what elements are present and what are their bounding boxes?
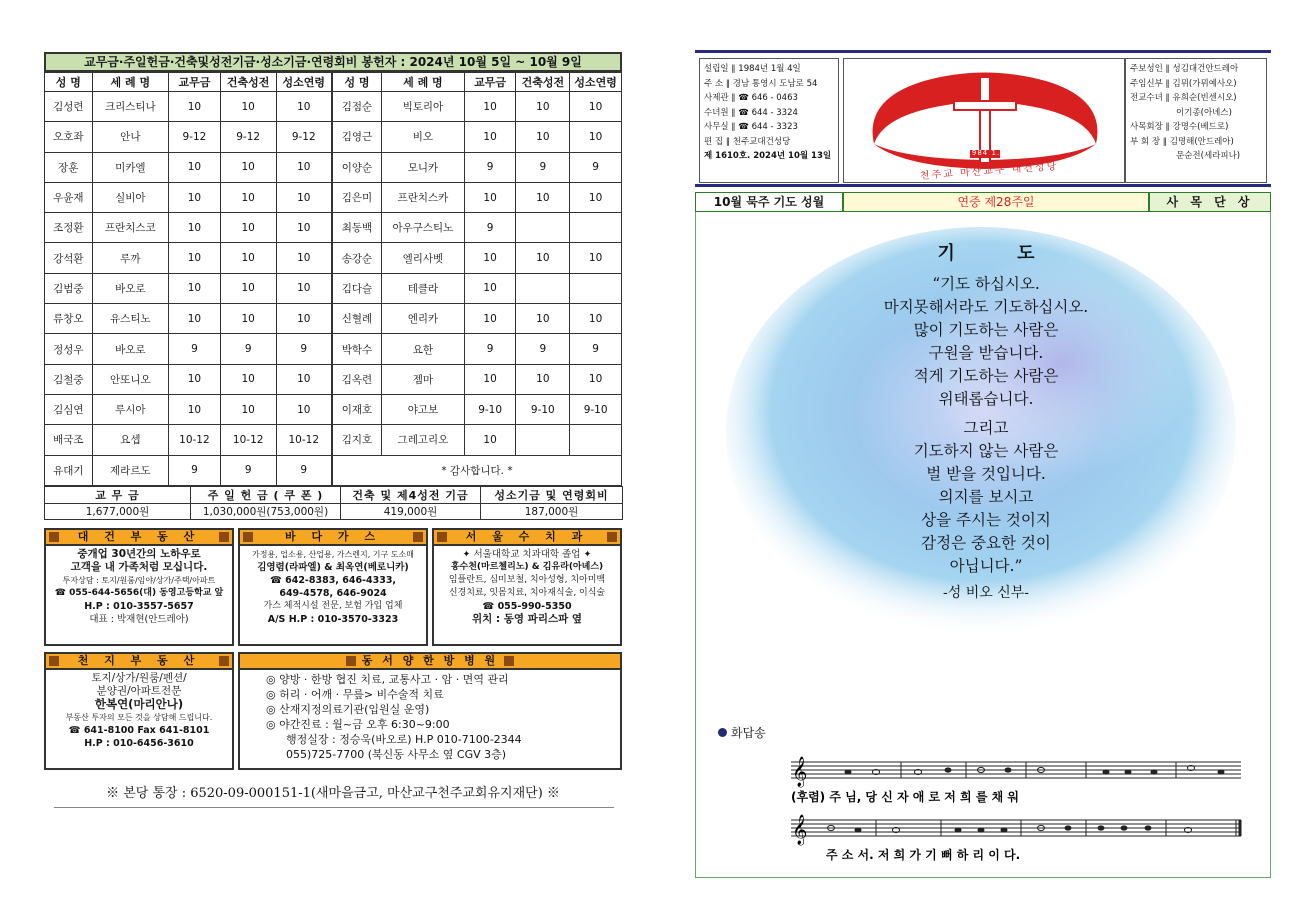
ad-line: ◎ 양방 · 한방 협진 치료, 교통사고 · 암 · 면역 관리	[266, 672, 509, 686]
table-cell: 크리스티나	[92, 92, 169, 122]
table-cell: 9	[464, 213, 516, 243]
col-header: 성 명	[45, 73, 93, 92]
bullet-icon	[49, 532, 59, 542]
table-cell: 10	[464, 243, 516, 273]
table-cell: 9	[220, 455, 276, 485]
table-cell: 9	[220, 334, 276, 364]
table-cell: 유대기	[45, 455, 93, 485]
table-cell	[570, 273, 622, 303]
psalm-label: 화답송	[731, 726, 766, 740]
totals-table	[44, 486, 623, 520]
thanks-note: * 감사합니다. *	[332, 455, 622, 485]
table-cell: 젬마	[382, 364, 465, 394]
svg-text:𝄞: 𝄞	[792, 757, 808, 787]
month-label: 10월 묵주 기도 성월	[696, 193, 844, 211]
table-cell	[516, 425, 570, 455]
donor-header-row	[45, 73, 622, 92]
table-cell: 9	[276, 334, 332, 364]
info-line: 주보성인 ∥ 성김대건안드레아	[1130, 64, 1239, 74]
table-row	[45, 394, 622, 424]
total-label: 성소기금 및 연령회비	[481, 486, 623, 503]
info-line: 부 회 장 ∥ 김명해(안드레아)	[1130, 136, 1234, 147]
table-row	[45, 304, 622, 334]
table-cell: 요한	[382, 334, 465, 364]
parish-account: ※ 본당 통장 : 6520-09-000151-1(새마을금고, 마산교구천주교회유지재단) ※	[106, 785, 560, 801]
table-cell: 10	[169, 304, 221, 334]
table-cell: 엘리사벳	[382, 243, 465, 273]
prayer-line: “기도 하십시오.	[932, 275, 1040, 293]
table-cell: 9-10	[570, 394, 622, 424]
table-cell: 빅토리아	[382, 92, 465, 122]
table-cell: 10-12	[169, 425, 221, 455]
table-cell: 10	[464, 92, 516, 122]
table-cell: 10	[464, 364, 516, 394]
table-cell: 10	[169, 364, 221, 394]
table-cell: 안또니오	[92, 364, 169, 394]
table-cell: 최동백	[332, 213, 382, 243]
table-row	[45, 334, 622, 364]
bullet-icon	[346, 656, 356, 666]
table-cell: 10	[276, 304, 332, 334]
table-cell: 10	[276, 273, 332, 303]
info-line: 전교수녀 ∥ 유희순(빈센시오)	[1130, 93, 1237, 103]
table-cell: 김심연	[45, 394, 93, 424]
table-cell: 김영근	[332, 122, 382, 152]
table-row	[45, 182, 622, 212]
total-value: 187,000원	[481, 503, 623, 519]
prayer-line: 기도하지 않는 사람은	[913, 442, 1059, 460]
parish-info-right	[1125, 58, 1267, 183]
table-cell: 10	[464, 304, 516, 334]
prayer-line: 많이 기도하는 사람은	[913, 321, 1059, 339]
table-cell: 10	[516, 304, 570, 334]
table-cell: 김철중	[45, 364, 93, 394]
section-label: 사 목 단 상	[1148, 193, 1270, 211]
bullet-icon	[504, 656, 514, 666]
table-cell: 김옥련	[332, 364, 382, 394]
table-cell: 우윤재	[45, 182, 93, 212]
ad-line: 임플란트, 심미보철, 치아성형, 치아미백	[448, 574, 606, 585]
music-score	[696, 742, 1270, 872]
section-bar	[695, 192, 1271, 212]
table-row	[45, 92, 622, 122]
table-cell: 10	[276, 92, 332, 122]
table-cell: 미카엘	[92, 152, 169, 182]
table-cell: 9	[464, 334, 516, 364]
info-line: 주 소 ∥ 경남 통영시 도남로 54	[704, 78, 818, 89]
table-row	[45, 243, 622, 273]
table-cell: 장훈	[45, 152, 93, 182]
table-row	[45, 152, 622, 182]
ad-title: 천 지 부 동 산	[77, 654, 201, 668]
table-cell: 10	[220, 304, 276, 334]
totals-labels	[45, 486, 623, 503]
prayer-line: 아닙니다.”	[949, 557, 1023, 575]
parish-info-left	[699, 58, 839, 183]
total-value: 1,030,000원(753,000원)	[191, 503, 341, 519]
table-cell: 9-12	[169, 122, 221, 152]
ad-line: 홍수천(마르첼리노) & 김유라(아녜스)	[450, 561, 604, 572]
table-cell: 10	[516, 243, 570, 273]
col-header: 건축성전	[516, 73, 570, 92]
ad-title: 바 다 가 스	[285, 530, 381, 544]
bullet-icon	[219, 532, 229, 542]
table-cell: 엔리카	[382, 304, 465, 334]
table-cell: 10	[516, 122, 570, 152]
table-cell	[570, 213, 622, 243]
table-cell: 안나	[92, 122, 169, 152]
ad-line: 가정용, 업소용, 산업용, 가스렌지, 기구 도소매	[252, 549, 414, 559]
table-cell: 10	[220, 92, 276, 122]
col-header: 성소연령	[276, 73, 332, 92]
info-line: 사제관 ∥ ☎ 646 - 0463	[704, 93, 798, 103]
bullet-icon	[413, 532, 423, 542]
table-cell	[570, 425, 622, 455]
bullet-icon	[49, 656, 59, 666]
psalm-heading	[718, 724, 766, 741]
table-cell: 9	[276, 455, 332, 485]
table-cell: 10	[169, 273, 221, 303]
ad-line: 투자상담 : 토지/원룸/임야/상가/주택/아파트	[62, 575, 216, 585]
ad-line: 토지/상가/원룸/펜션/	[91, 671, 187, 684]
prayer-line: 구원을 받습니다.	[928, 344, 1044, 362]
prayer-line: 의지를 보시고	[938, 488, 1034, 506]
prayer-line: 벌 받을 것입니다.	[926, 465, 1046, 483]
bullet-icon	[718, 728, 727, 737]
table-cell: 10	[276, 182, 332, 212]
info-line: 편 집 ∥ 천주교대건성당	[704, 136, 791, 147]
table-cell: 10	[220, 182, 276, 212]
ad-line: 한복연(마리안나)	[94, 696, 184, 711]
ad-line: ◎ 허리 · 어깨 · 무릎> 비수술적 치료	[266, 687, 444, 701]
table-cell: 김지호	[332, 425, 382, 455]
col-header: 교무금	[169, 73, 221, 92]
total-value: 419,000원	[341, 503, 481, 519]
table-cell: 실비아	[92, 182, 169, 212]
ad-line: ☎ 642-8383, 646-4333,	[269, 574, 397, 586]
table-cell: 10	[276, 152, 332, 182]
total-value: 1,677,000원	[45, 503, 191, 519]
info-line: 주임신부 ∥ 김뮈(가뮈예사오)	[1130, 78, 1237, 89]
col-header: 세 례 명	[92, 73, 169, 92]
table-cell: 류창오	[45, 304, 93, 334]
table-cell: 9-10	[464, 394, 516, 424]
bullet-icon	[607, 532, 617, 542]
table-cell: 10	[570, 92, 622, 122]
table-cell: 강석환	[45, 243, 93, 273]
logo-year: 1984 1.4	[966, 149, 1006, 157]
bullet-icon	[243, 532, 253, 542]
table-cell	[516, 273, 570, 303]
table-cell: 9	[570, 152, 622, 182]
prayer-title: 기 도	[937, 243, 1063, 264]
table-cell: 9-10	[516, 394, 570, 424]
info-line: 사무실 ∥ ☎ 644 - 3323	[704, 122, 798, 132]
donor-table	[44, 72, 622, 486]
ad-row-1	[44, 528, 622, 646]
table-cell: 9	[516, 334, 570, 364]
table-cell: 10	[464, 425, 516, 455]
table-cell: 10	[570, 304, 622, 334]
info-line: 문순전(세라피나)	[1176, 151, 1241, 161]
ad-cheonji-realty	[44, 652, 234, 770]
table-row	[45, 364, 622, 394]
col-header: 교무금	[464, 73, 516, 92]
table-cell: 조정환	[45, 213, 93, 243]
table-cell: 10-12	[276, 425, 332, 455]
table-cell: 이재호	[332, 394, 382, 424]
table-cell: 9	[169, 334, 221, 364]
prayer-line: 적게 기도하는 사람은	[913, 367, 1059, 385]
table-cell: 송강순	[332, 243, 382, 273]
bullet-icon	[219, 656, 229, 666]
ad-line: 신경치료, 잇몸치료, 치아재식술, 이식술	[448, 587, 606, 598]
table-cell: 10	[169, 213, 221, 243]
info-line: 수녀원 ∥ ☎ 644 - 3324	[704, 107, 798, 118]
left-page	[44, 52, 622, 815]
ad-title: 동 서 양 한 방 병 원	[361, 654, 499, 668]
ad-seoulsu-dental	[432, 528, 622, 646]
table-cell: 김점순	[332, 92, 382, 122]
table-cell: 제라르도	[92, 455, 169, 485]
table-cell: 10	[220, 152, 276, 182]
table-cell: 바오로	[92, 334, 169, 364]
table-cell: 10	[464, 122, 516, 152]
table-cell: 10	[169, 182, 221, 212]
table-cell: 김범중	[45, 273, 93, 303]
reflection-panel	[695, 212, 1271, 878]
table-row	[45, 425, 622, 455]
ad-daegun-realty	[44, 528, 234, 646]
ad-dongseo-hospital	[238, 652, 622, 770]
ad-line: 부동산 투자의 모든 것을 상담해 드립니다.	[65, 712, 213, 722]
table-cell: 10	[570, 364, 622, 394]
logo-text: 천주교 마산교구 대건성당	[919, 161, 1059, 182]
table-cell: 박학수	[332, 334, 382, 364]
ad-line: 행정실장 : 정승욱(바오로) H.P 010-7100-2344	[286, 732, 522, 746]
table-cell: 10	[220, 394, 276, 424]
total-label: 교 무 금	[45, 486, 191, 503]
ad-line: ◎ 야간진료 : 월~금 오후 6:30~9:00	[266, 717, 450, 731]
info-line: 이기종(아녜스)	[1176, 107, 1232, 118]
table-cell: 10	[169, 152, 221, 182]
ad-line: 055)725-7700 (북신동 사무소 옆 CGV 3층)	[286, 747, 507, 761]
table-cell: 오호좌	[45, 122, 93, 152]
bullet-icon	[437, 532, 447, 542]
table-cell: 배국조	[45, 425, 93, 455]
col-header: 세 례 명	[382, 73, 465, 92]
table-cell: 그레고리오	[382, 425, 465, 455]
prayer-signature: -성 비오 신부-	[943, 585, 1029, 601]
table-cell: 9	[464, 152, 516, 182]
table-row	[45, 213, 622, 243]
table-cell: 10	[570, 243, 622, 273]
col-header: 건축성전	[220, 73, 276, 92]
table-cell: 프란치스카	[382, 182, 465, 212]
totals-values	[45, 503, 623, 519]
table-cell: 10	[516, 92, 570, 122]
table-cell: 프란치스코	[92, 213, 169, 243]
ad-line: 분양권/아파트전문	[96, 684, 182, 697]
ad-title: 서 울 수 치 과	[465, 530, 589, 544]
prayer-line: 위태롭습니다.	[938, 390, 1034, 408]
table-cell: 10	[570, 122, 622, 152]
table-cell: 10	[276, 213, 332, 243]
prayer-line: 마지못해서라도 기도하십시오.	[883, 298, 1089, 316]
table-cell: 김은미	[332, 182, 382, 212]
table-cell: 10	[570, 182, 622, 212]
table-cell: 10	[169, 92, 221, 122]
table-cell: 비오	[382, 122, 465, 152]
table-cell: 9	[169, 455, 221, 485]
table-cell: 루시아	[92, 394, 169, 424]
table-cell: 10	[169, 394, 221, 424]
week-label: 연중 제28주일	[844, 193, 1148, 211]
prayer-line: 상을 주시는 것이지	[921, 511, 1051, 529]
table-cell: 9-12	[276, 122, 332, 152]
ad-title: 대 건 부 동 산	[77, 530, 201, 544]
col-header: 성소연령	[570, 73, 622, 92]
table-cell: 테클라	[382, 273, 465, 303]
total-label: 건축 및 제4성전 기금	[341, 486, 481, 503]
info-line: 사목회장 ∥ 강명수(베드로)	[1130, 122, 1229, 132]
table-cell: 10	[276, 364, 332, 394]
total-label: 주 일 헌 금 ( 쿠 폰 )	[191, 486, 341, 503]
table-cell: 10	[220, 213, 276, 243]
ad-line: ✦ 서울대학교 치과대학 졸업 ✦	[462, 548, 592, 560]
ad-line: 가스 체적시설 전문, 보험 가입 업체	[263, 600, 403, 611]
prayer-line: 그리고	[963, 419, 1009, 437]
ad-line: ☎ 055-990-5350	[482, 600, 572, 612]
table-cell: 모니카	[382, 152, 465, 182]
ad-line: 대표 : 박재현(안드레아)	[89, 613, 189, 625]
right-page	[695, 50, 1271, 878]
table-row	[45, 455, 622, 485]
table-cell: 9	[570, 334, 622, 364]
table-cell: 야고보	[382, 394, 465, 424]
table-cell: 10-12	[220, 425, 276, 455]
ad-line: ☎ 641-8100 Fax 641-8101	[68, 724, 210, 736]
table-cell	[516, 213, 570, 243]
ad-bada-gas	[238, 528, 428, 646]
table-cell: 10	[516, 364, 570, 394]
bulletin-header	[695, 50, 1271, 187]
table-cell: 10	[464, 182, 516, 212]
info-line: 설립일 ∥ 1984년 1월 4일	[704, 64, 801, 74]
table-cell: 10	[220, 243, 276, 273]
table-cell: 10	[276, 394, 332, 424]
table-row	[45, 273, 622, 303]
table-cell: 유스티노	[92, 304, 169, 334]
ad-line: H.P : 010-3557-5657	[84, 600, 194, 612]
ad-row-2	[44, 652, 622, 770]
prayer-text	[776, 242, 1196, 605]
table-cell: 9-12	[220, 122, 276, 152]
ad-line: ☎ 055-644-5656(대) 동영고등학교 앞	[54, 587, 224, 598]
table-cell: 아우구스티노	[382, 213, 465, 243]
table-cell: 김성련	[45, 92, 93, 122]
table-cell: 루까	[92, 243, 169, 273]
table-cell: 9	[516, 152, 570, 182]
ad-line: ◎ 산재지정의료기관(입원실 운영)	[266, 702, 430, 716]
church-logo	[843, 58, 1125, 183]
prayer-line: 감정은 중요한 것이	[921, 534, 1051, 552]
table-cell: 10	[276, 243, 332, 273]
ad-line: 중개업 30년간의 노하우로	[77, 547, 201, 560]
issue-number: 제 1610호. 2024년 10월 13일	[704, 151, 832, 161]
table-cell: 10	[464, 273, 516, 303]
ad-line: H.P : 010-6456-3610	[84, 737, 194, 749]
table-cell: 10	[516, 182, 570, 212]
table-cell: 신혈례	[332, 304, 382, 334]
table-cell: 10	[220, 364, 276, 394]
decorative-divider	[54, 807, 614, 815]
table-cell: 정성우	[45, 334, 93, 364]
donor-table-title: 교무금·주일헌금·건축및성전기금·성소기금·연령회비 봉헌자 : 2024년 10월 5일 ~ 10월 9일	[44, 52, 622, 72]
ad-line: 649-4578, 646-9024	[279, 587, 387, 599]
table-cell: 바오로	[92, 273, 169, 303]
table-cell: 이양순	[332, 152, 382, 182]
ad-line: 위치 : 동영 파리스파 옆	[471, 612, 583, 625]
psalm-lyrics-1: (후렴) 주 님, 당 신 자 애 로 저 희 를 채 워	[791, 790, 1019, 804]
ad-line: 고객을 내 가족처럼 모십니다.	[70, 560, 208, 573]
col-header: 성 명	[332, 73, 382, 92]
table-cell: 10	[220, 273, 276, 303]
ad-line: 김영렴(라파엘) & 최옥연(베로니카)	[257, 561, 409, 573]
psalm-lyrics-2: 주 소 서. 저 희 가 기 뻐 하 리 이 다.	[826, 848, 1021, 862]
table-cell: 김다슬	[332, 273, 382, 303]
svg-text:𝄞: 𝄞	[792, 815, 808, 845]
table-cell: 10	[169, 243, 221, 273]
table-cell: 요셉	[92, 425, 169, 455]
table-row	[45, 122, 622, 152]
ad-line: A/S H.P : 010-3570-3323	[267, 613, 399, 625]
